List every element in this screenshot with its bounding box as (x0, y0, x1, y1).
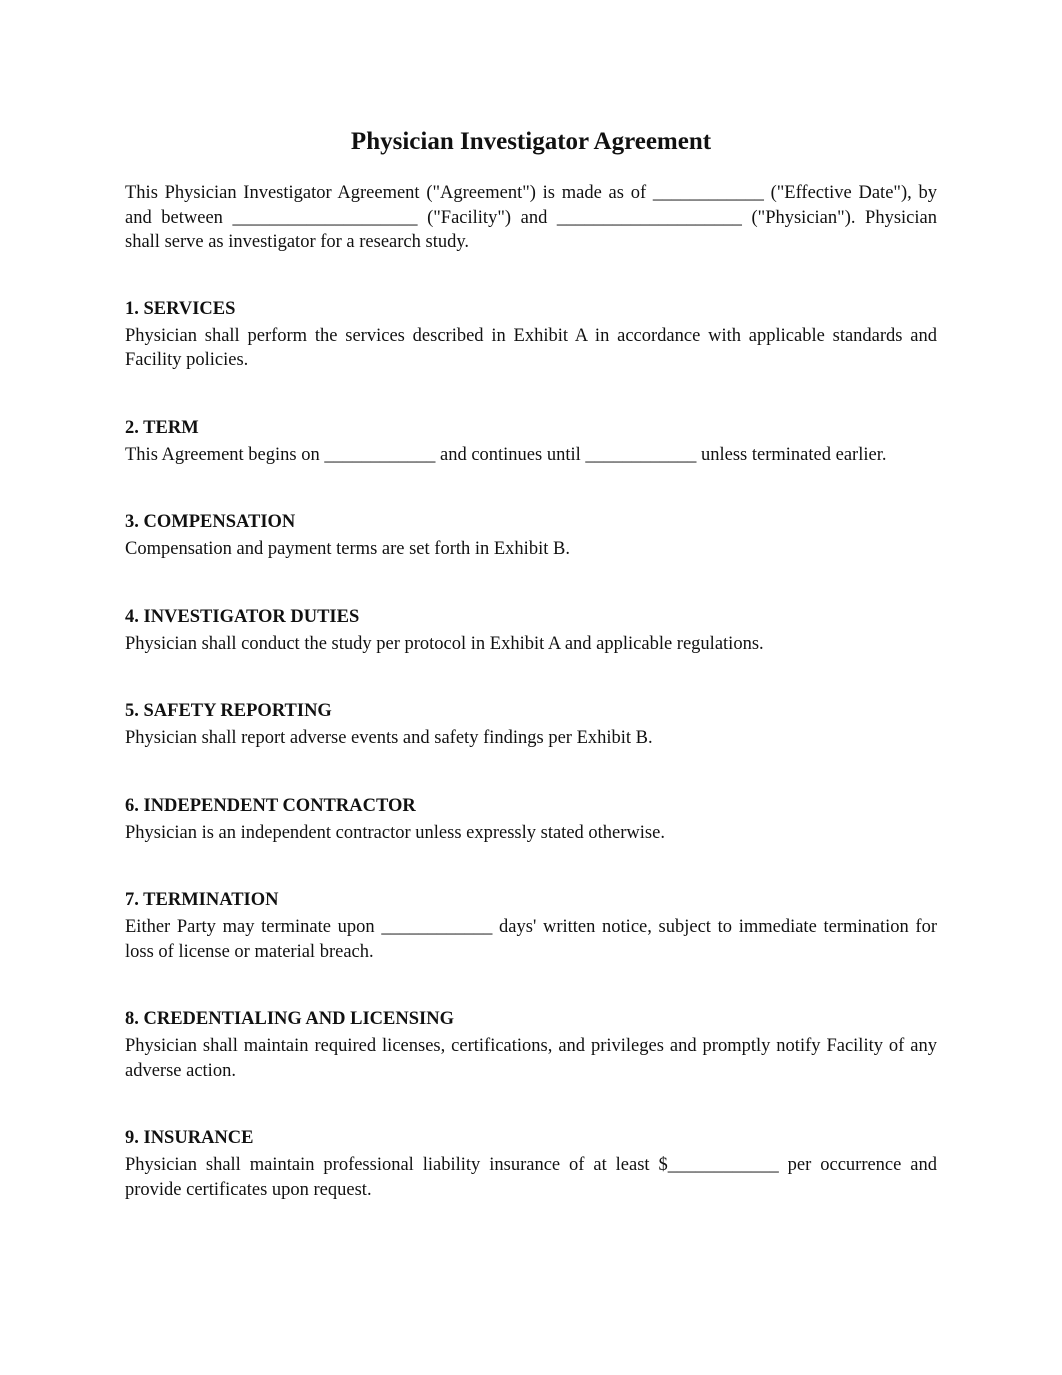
section-termination (125, 888, 937, 964)
section-body: Physician shall maintain professional liability insurance of at least $____________ per occurrence and provide certificates upon request. (125, 1155, 937, 1200)
section-term (125, 416, 937, 468)
section-heading: 3. COMPENSATION (125, 512, 296, 532)
section-body: Compensation and payment terms are set forth in Exhibit B. (125, 539, 570, 559)
section-insurance (125, 1126, 937, 1202)
section-body: Physician shall maintain required licenses, certifications, and privileges and promptly notify Facility of any adverse action. (125, 1036, 937, 1081)
section-safety-reporting (125, 699, 937, 751)
section-investigator-duties (125, 605, 937, 657)
document-title: Physician Investigator Agreement (350, 128, 712, 155)
section-heading: 6. INDEPENDENT CONTRACTOR (125, 795, 416, 816)
section-body: Physician is an independent contractor unless expressly stated otherwise. (125, 822, 665, 843)
section-heading: 2. TERM (125, 417, 199, 438)
section-heading: 5. SAFETY REPORTING (125, 701, 332, 721)
section-heading: 9. INSURANCE (125, 1128, 254, 1148)
section-heading: 4. INVESTIGATOR DUTIES (125, 606, 360, 627)
section-heading: 7. TERMINATION (125, 890, 279, 910)
section-credentialing-licensing (125, 1007, 937, 1083)
section-heading: 1. SERVICES (125, 298, 236, 319)
section-body: This Agreement begins on ____________ and continues until ____________ unless terminated earlier. (125, 444, 887, 465)
section-body: Physician shall conduct the study per protocol in Exhibit A and applicable regulations. (125, 633, 764, 654)
section-heading: 8. CREDENTIALING AND LICENSING (125, 1009, 454, 1029)
section-body: Physician shall perform the services described in Exhibit A in accordance with applicable standards and Facility policies. (125, 325, 937, 370)
section-independent-contractor (125, 794, 937, 846)
section-body: Physician shall report adverse events and safety findings per Exhibit B. (125, 728, 653, 748)
section-body: Either Party may terminate upon ____________ days' written notice, subject to immediate termination for loss of license or material breach. (125, 917, 937, 962)
intro-paragraph: This Physician Investigator Agreement ("Agreement") is made as of ____________ ("Effective Date"), by and between ____________________ ("Facility") and ____________________ ("Physician"). Physician shall serve as investigator for a research study. (125, 183, 937, 252)
document-content (125, 122, 937, 1245)
section-compensation (125, 510, 937, 562)
section-services (125, 297, 937, 373)
